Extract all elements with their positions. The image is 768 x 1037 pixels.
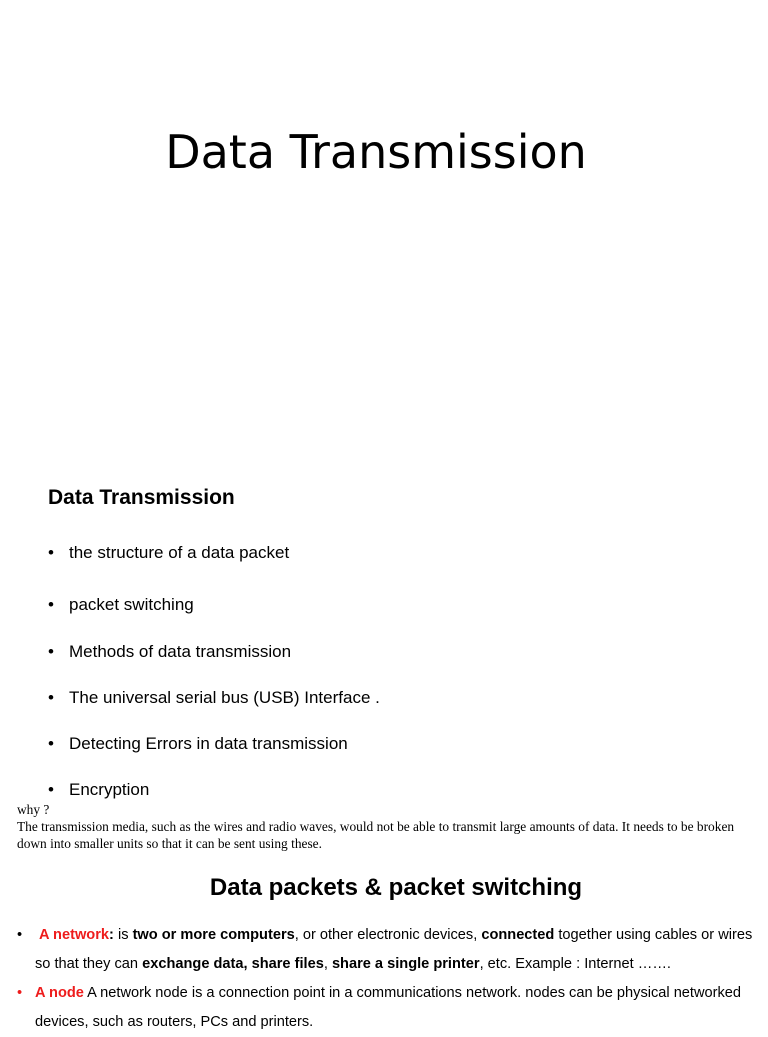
note-text: The transmission media, such as the wires and radio waves, would not be able to transmit large amounts of data. It needs to be broken down into smaller units so that it can be sent using these. — [17, 819, 735, 851]
definition-emphasis: share a single printer — [331, 956, 480, 972]
bullet-icon: • — [17, 985, 23, 1001]
bullet-icon: • — [48, 780, 54, 799]
definition-text: , or other electronic devices, — [294, 927, 478, 943]
section-heading: Data Transmission — [48, 486, 235, 509]
topic-label: packet switching — [69, 595, 194, 614]
bullet-icon: • — [48, 642, 54, 661]
note-question: why ? — [17, 802, 50, 817]
bullet-icon: • — [17, 927, 23, 943]
definition-text: together using cables or wires so that they can — [35, 927, 753, 972]
page-title: Data Transmission — [165, 125, 587, 179]
definition-emphasis: exchange data, share files — [142, 956, 324, 972]
topic-label: Methods of data transmission — [69, 642, 292, 661]
bullet-icon: • — [48, 688, 54, 707]
definition-node — [17, 979, 768, 1037]
term-network: A network — [39, 927, 110, 943]
topic-label: Detecting Errors in data transmission — [69, 734, 348, 753]
term-node: A node — [35, 985, 84, 1001]
topic-label: the structure of a data packet — [69, 543, 290, 562]
topic-label: The universal serial bus (USB) Interface . — [69, 688, 380, 707]
term-colon: : — [109, 927, 114, 943]
topic-label: Encryption — [69, 780, 150, 799]
bullet-icon: • — [48, 595, 54, 614]
definition-text: A network node is a connection point in a communications network. nodes can be physical networked devices, such as routers, PCs and printers. — [35, 985, 742, 1030]
definition-text: , — [323, 956, 328, 972]
definition-emphasis: connected — [481, 927, 555, 943]
definition-text: , etc. Example : Internet ……. — [479, 956, 671, 972]
definition-network — [17, 921, 768, 979]
bullet-icon: • — [48, 734, 54, 753]
definition-text: is — [117, 927, 129, 943]
bullet-icon: • — [48, 543, 54, 562]
packets-heading: Data packets & packet switching — [209, 874, 583, 901]
definition-emphasis: two or more computers — [132, 927, 295, 943]
